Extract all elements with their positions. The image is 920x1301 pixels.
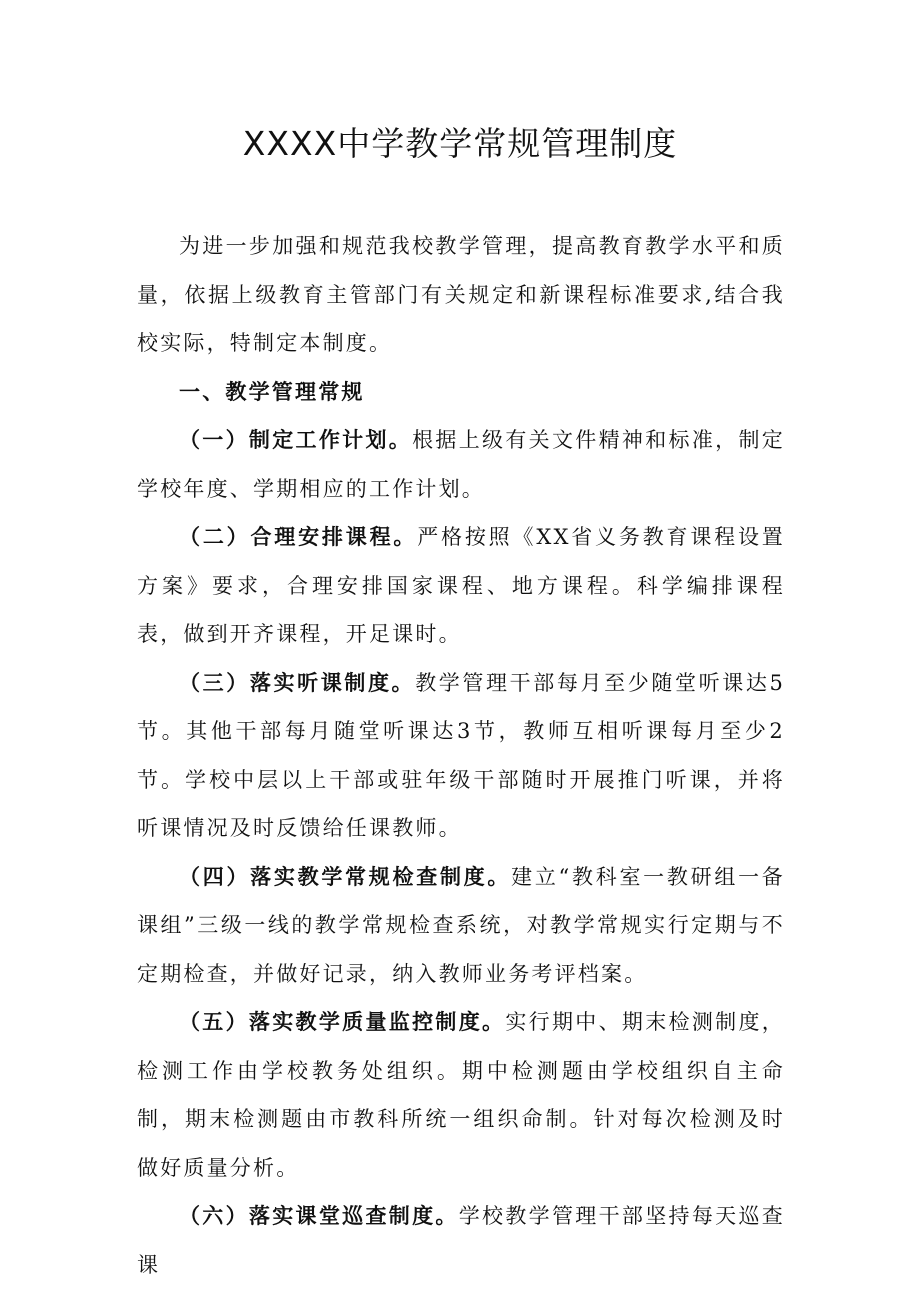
item-text: 教学管理干部每月至少随堂听课达5节。其他干部每月随堂听课达3节，教师互相听课每月至少2节。学校中层以上干部或驻年级干部随时开展推门听课，并将听课情况及时反馈给任课教师。 (137, 670, 786, 840)
item-lead: （二）合理安排课程。 (179, 524, 418, 549)
document-title: XXXX中学教学常规管理制度 (242, 124, 678, 163)
item-text: 根据上级有关文件精神和标准，制定学校年度、学期相应的工作计划。 (137, 428, 786, 501)
item-text: 实行期中、期末检测制度，检测工作由学校教务处组织。期中检测题由学校组织自主命制，期末检测题由市教科所统一组织命制。针对每次检测及时做好质量分析。 (137, 1010, 785, 1180)
item-paragraph-2 (137, 513, 785, 659)
document-body (137, 222, 785, 1289)
item-lead: （六）落实课堂巡查制度。 (179, 1203, 459, 1228)
item-text: 严格按照《XX省义务教育课程设置方案》要求，合理安排国家课程、地方课程。科学编排课程表，做到开齐课程，开足课时。 (137, 525, 786, 646)
section-heading: 一、教学管理常规 (179, 378, 365, 404)
item-lead: （四）落实教学常规检查制度。 (179, 863, 512, 889)
item-text: 建立“教科室一教研组一备课组”三级一线的教学常规检查系统，对教学常规实行定期与不定期检查，并做好记录，纳入教师业务考评档案。 (137, 864, 785, 986)
item-text: 学校教学管理干部坚持每天巡查课 (137, 1204, 785, 1277)
item-lead: （三）落实听课制度。 (179, 669, 416, 695)
item-paragraph-4 (137, 853, 785, 999)
item-paragraph-5 (137, 998, 785, 1192)
item-lead: （一）制定工作计划。 (179, 427, 413, 452)
item-paragraph-3 (137, 659, 785, 853)
item-lead: （五）落实教学质量监控制度。 (179, 1009, 506, 1034)
intro-paragraph: 为进一步加强和规范我校教学管理，提高教育教学水平和质量，依据上级教育主管部门有关规定和新课程标准要求,结合我校实际，特制定本制度。 (137, 234, 785, 355)
item-paragraph-6 (137, 1192, 785, 1289)
item-paragraph-1 (137, 416, 785, 513)
